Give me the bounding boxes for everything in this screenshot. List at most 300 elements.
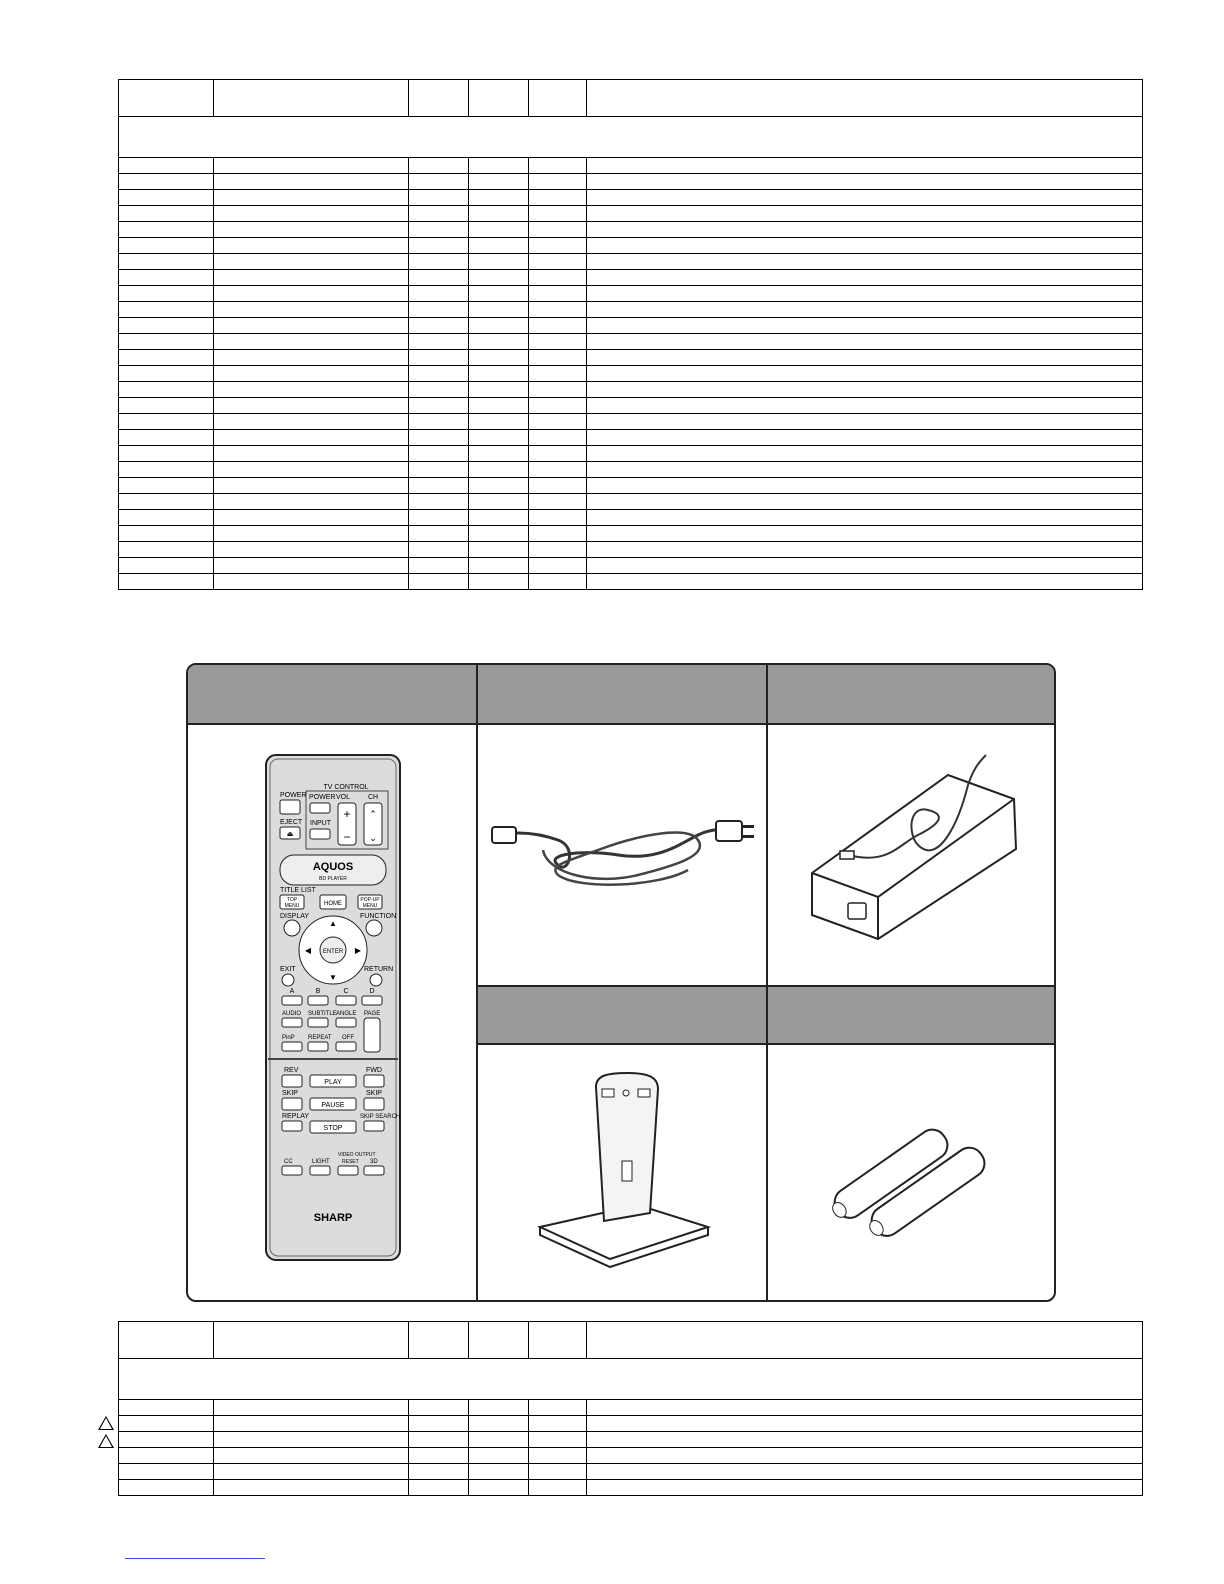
table-cell [214, 1448, 409, 1464]
table-cell [529, 222, 587, 238]
table-cell [409, 366, 469, 382]
table-cell [119, 430, 214, 446]
pause-label: PAUSE [321, 1102, 345, 1109]
col-header-description [587, 80, 1143, 117]
cc-label: CC [284, 1159, 293, 1165]
table-row [119, 542, 1143, 558]
table-cell [214, 398, 409, 414]
col-header-description [587, 1322, 1143, 1359]
3d-label: 3D [370, 1159, 378, 1165]
table-cell [529, 174, 587, 190]
table-row [119, 414, 1143, 430]
replay-label: REPLAY [282, 1113, 310, 1120]
table-cell [529, 398, 587, 414]
table-cell [214, 446, 409, 462]
pinp-button[interactable] [282, 1042, 302, 1051]
table-cell [409, 462, 469, 478]
table-cell [529, 238, 587, 254]
page-label: PAGE [364, 1011, 381, 1017]
table-row [119, 526, 1143, 542]
table-cell [469, 462, 529, 478]
table-cell [469, 1464, 529, 1480]
table-cell [214, 1416, 409, 1432]
table-cell [119, 238, 214, 254]
table-row [119, 158, 1143, 174]
light-button[interactable] [310, 1166, 330, 1175]
power-button[interactable] [280, 800, 300, 814]
table-row [119, 478, 1143, 494]
table-cell [409, 478, 469, 494]
table-cell [587, 1432, 1143, 1448]
table-cell [119, 398, 214, 414]
tv-control-label: TV CONTROL [323, 784, 369, 791]
title-list-label: TITLE LIST [280, 887, 316, 894]
table-cell [214, 334, 409, 350]
table-cell [214, 350, 409, 366]
table-row [119, 190, 1143, 206]
table-cell [119, 414, 214, 430]
table-cell [119, 286, 214, 302]
table-cell [119, 446, 214, 462]
table-cell [409, 542, 469, 558]
c-button[interactable] [336, 996, 356, 1005]
subtitle-button[interactable] [308, 1018, 328, 1027]
off-button[interactable] [336, 1042, 356, 1051]
table-cell [409, 382, 469, 398]
table-cell [119, 366, 214, 382]
table-cell [587, 542, 1143, 558]
chevron-up-icon: ⌃ [369, 809, 377, 819]
table-cell [469, 206, 529, 222]
table-cell [469, 302, 529, 318]
plus-icon: + [343, 807, 351, 821]
col-header-part-no [214, 80, 409, 117]
connector-icon [492, 827, 516, 843]
table-cell [529, 574, 587, 590]
table-cell [587, 238, 1143, 254]
table-cell [529, 494, 587, 510]
maker-logo: SHARP [313, 1212, 353, 1224]
table-cell [529, 206, 587, 222]
table-cell [529, 542, 587, 558]
table-row [119, 494, 1143, 510]
table-cell [529, 350, 587, 366]
table-row [119, 270, 1143, 286]
stand-cell [478, 1045, 766, 1300]
a-button[interactable] [282, 996, 302, 1005]
table-cell [214, 462, 409, 478]
replay-button[interactable] [282, 1121, 302, 1131]
col-header-code-3 [529, 80, 587, 117]
arrow-up-icon: ▲ [329, 919, 337, 928]
accessories-header-bar [188, 665, 1054, 725]
table-cell [469, 542, 529, 558]
table-row [119, 206, 1143, 222]
table-cell [469, 446, 529, 462]
angle-button[interactable] [336, 1018, 356, 1027]
table-row [119, 254, 1143, 270]
power-label: POWER [280, 792, 307, 799]
table-row [119, 1400, 1143, 1416]
table-cell [119, 462, 214, 478]
table-cell [587, 1448, 1143, 1464]
page-rocker[interactable] [364, 1018, 380, 1052]
skip-back-button[interactable] [282, 1098, 302, 1110]
table-cell [587, 558, 1143, 574]
ac-inlet-icon [848, 903, 866, 919]
display-button[interactable] [284, 920, 300, 936]
safety-warning-icon [98, 1416, 114, 1430]
table-row [119, 238, 1143, 254]
table-cell [587, 462, 1143, 478]
col-header-code-1 [409, 1322, 469, 1359]
table-cell [469, 1448, 529, 1464]
d-button[interactable] [362, 996, 382, 1005]
table-cell [409, 398, 469, 414]
table-cell [119, 206, 214, 222]
table-cell [409, 334, 469, 350]
table-cell [119, 1480, 214, 1496]
table-cell [587, 574, 1143, 590]
table-cell [119, 510, 214, 526]
col-header-code-2 [469, 80, 529, 117]
table-cell [409, 270, 469, 286]
table-cell [214, 1464, 409, 1480]
table-cell [409, 1416, 469, 1432]
table-cell [469, 190, 529, 206]
table-cell [529, 334, 587, 350]
table-cell [469, 270, 529, 286]
table-cell [119, 382, 214, 398]
col-header-ref [119, 80, 214, 117]
a-label: A [289, 988, 295, 995]
table-cell [529, 1432, 587, 1448]
audio-button[interactable] [282, 1018, 302, 1027]
table-cell [214, 1400, 409, 1416]
table-cell [214, 430, 409, 446]
table-cell [409, 574, 469, 590]
table-cell [409, 526, 469, 542]
table-cell [529, 254, 587, 270]
table-cell [529, 1464, 587, 1480]
table-cell [409, 318, 469, 334]
table-row [119, 334, 1143, 350]
rev-label: REV [284, 1067, 299, 1074]
table-cell [214, 558, 409, 574]
repeat-button[interactable] [308, 1042, 328, 1051]
table-row [119, 318, 1143, 334]
table-cell [587, 350, 1143, 366]
table-cell [469, 382, 529, 398]
table-row [119, 350, 1143, 366]
table-row [119, 510, 1143, 526]
table-cell [409, 222, 469, 238]
table-cell [214, 190, 409, 206]
safety-warning-icon [98, 1434, 114, 1448]
table-cell [119, 558, 214, 574]
col-header-code-1 [409, 80, 469, 117]
table-row [119, 286, 1143, 302]
table-cell [469, 254, 529, 270]
exit-label: EXIT [280, 966, 296, 973]
table-cell [587, 430, 1143, 446]
table-cell [409, 446, 469, 462]
table-cell [469, 574, 529, 590]
table-cell [469, 222, 529, 238]
popup-label-2: MENU [362, 903, 378, 909]
c-label: C [343, 988, 349, 995]
table-cell [469, 478, 529, 494]
table-cell [529, 1416, 587, 1432]
table-cell [409, 302, 469, 318]
parts-list-table-bottom [118, 1321, 1143, 1496]
display-label: DISPLAY [280, 913, 310, 920]
table-cell [587, 222, 1143, 238]
table-cell [409, 510, 469, 526]
table-cell [587, 206, 1143, 222]
function-label: FUNCTION [360, 913, 397, 920]
table-cell [214, 366, 409, 382]
exit-button[interactable] [282, 974, 294, 986]
table-row [119, 430, 1143, 446]
fwd-button[interactable] [364, 1075, 384, 1087]
table-cell [409, 1400, 469, 1416]
cc-button[interactable] [282, 1166, 302, 1175]
table-cell [469, 430, 529, 446]
d-label: D [369, 988, 375, 995]
table-row [119, 222, 1143, 238]
table-cell [587, 1464, 1143, 1480]
eject-icon: ⏏ [286, 831, 294, 838]
light-label: LIGHT [312, 1159, 330, 1165]
chevron-down-icon: ⌄ [369, 833, 377, 843]
table-cell [529, 446, 587, 462]
table-cell [409, 158, 469, 174]
reset-label: RESET [342, 1159, 359, 1165]
table-cell [119, 254, 214, 270]
table-cell [587, 190, 1143, 206]
vol-label: VOL [336, 794, 351, 801]
table-cell [409, 238, 469, 254]
table-cell [119, 270, 214, 286]
table-cell [587, 318, 1143, 334]
table-cell [529, 366, 587, 382]
table-cell [469, 1416, 529, 1432]
table-cell [119, 302, 214, 318]
ch-label: CH [368, 794, 379, 801]
table-cell [469, 366, 529, 382]
table-cell [469, 526, 529, 542]
function-button[interactable] [366, 920, 382, 936]
table-cell [529, 414, 587, 430]
table-cell [469, 158, 529, 174]
table-cell [409, 1448, 469, 1464]
table-cell [587, 446, 1143, 462]
repeat-label: REPEAT [308, 1035, 332, 1041]
table-cell [214, 238, 409, 254]
popup-label: POP-UP [360, 897, 380, 903]
table-cell [469, 558, 529, 574]
table-cell [529, 462, 587, 478]
table-cell [469, 1480, 529, 1496]
table-cell [409, 286, 469, 302]
table-cell [587, 334, 1143, 350]
arrow-left-icon: ◀ [304, 946, 312, 955]
table-cell [119, 190, 214, 206]
table-cell [587, 478, 1143, 494]
table-cell [119, 222, 214, 238]
table-cell [214, 414, 409, 430]
table-cell [119, 494, 214, 510]
table-cell [214, 222, 409, 238]
parts-list-table-top [118, 79, 1143, 590]
table-header-row [119, 80, 1143, 117]
table-cell [409, 558, 469, 574]
table-cell [469, 350, 529, 366]
table-cell [214, 510, 409, 526]
tv-power-label: POWER [309, 794, 336, 801]
table-cell [409, 1464, 469, 1480]
table-cell [119, 1464, 214, 1480]
table-cell [469, 174, 529, 190]
arrow-down-icon: ▼ [329, 973, 337, 982]
table-row [119, 446, 1143, 462]
remote-control-cell [188, 725, 476, 1300]
table-cell [587, 270, 1143, 286]
table-cell [529, 1448, 587, 1464]
table-row [119, 366, 1143, 382]
table-cell [469, 238, 529, 254]
table-cell [587, 158, 1143, 174]
angle-label: ANGLE [336, 1011, 357, 1017]
stand-image [478, 1045, 766, 1300]
table-cell [587, 526, 1143, 542]
table-cell [409, 414, 469, 430]
table-cell [119, 1400, 214, 1416]
skip-search-button[interactable] [364, 1121, 384, 1131]
fwd-label: FWD [366, 1067, 382, 1074]
top-menu-label: TOP [286, 897, 298, 903]
table-cell [587, 254, 1143, 270]
table-cell [214, 526, 409, 542]
table-cell [529, 558, 587, 574]
table-cell [214, 478, 409, 494]
table-cell [119, 1432, 214, 1448]
table-cell [214, 254, 409, 270]
plug-icon [716, 821, 742, 841]
skip-fwd-button[interactable] [364, 1098, 384, 1110]
table-cell [214, 318, 409, 334]
3d-button[interactable] [364, 1166, 384, 1175]
pinp-label: PinP [282, 1035, 295, 1041]
table-row [119, 382, 1143, 398]
table-row [119, 1416, 1143, 1432]
table-cell [119, 1416, 214, 1432]
b-button[interactable] [308, 996, 328, 1005]
table-cell [214, 286, 409, 302]
table-cell [119, 574, 214, 590]
table-cell [529, 1400, 587, 1416]
table-cell [529, 318, 587, 334]
input-button[interactable] [310, 829, 330, 839]
play-label: PLAY [324, 1079, 342, 1086]
table-cell [587, 366, 1143, 382]
table-cell [409, 206, 469, 222]
table-cell [587, 494, 1143, 510]
table-cell [214, 1432, 409, 1448]
input-label: INPUT [310, 820, 331, 827]
stop-label: STOP [323, 1125, 343, 1132]
batteries-image [768, 1045, 1054, 1300]
table-cell [529, 510, 587, 526]
table-cell [587, 398, 1143, 414]
return-button[interactable] [370, 974, 382, 986]
table-cell [529, 382, 587, 398]
table-row [119, 174, 1143, 190]
section-heading-row [119, 117, 1143, 158]
table-row [119, 1464, 1143, 1480]
table-cell [529, 302, 587, 318]
table-cell [214, 158, 409, 174]
table-cell [119, 174, 214, 190]
table-cell [587, 510, 1143, 526]
table-cell [119, 158, 214, 174]
table-cell [119, 334, 214, 350]
table-cell [214, 270, 409, 286]
eject-label: EJECT [280, 819, 303, 826]
ac-adapter-cell [768, 725, 1054, 985]
table-cell [469, 398, 529, 414]
table-row [119, 398, 1143, 414]
table-row [119, 558, 1143, 574]
table-row [119, 1432, 1143, 1448]
table-cell [214, 494, 409, 510]
table-cell [214, 574, 409, 590]
ac-cord-image [478, 725, 766, 985]
table-cell [529, 190, 587, 206]
table-row [119, 574, 1143, 590]
col-header-part-no [214, 1322, 409, 1359]
subtitle-label: SUBTITLE [308, 1011, 337, 1017]
rev-button[interactable] [282, 1075, 302, 1087]
skip-back-label: SKIP [282, 1090, 298, 1097]
table-cell [529, 478, 587, 494]
table-cell [529, 286, 587, 302]
ac-cord-cell [478, 725, 766, 985]
table-cell [214, 542, 409, 558]
table-row [119, 1448, 1143, 1464]
table-cell [119, 478, 214, 494]
minus-icon: − [343, 830, 351, 844]
table-cell [409, 350, 469, 366]
table-cell [469, 318, 529, 334]
accessories-panel [186, 663, 1056, 1302]
remote-control-image [188, 725, 476, 1300]
table-cell [214, 1480, 409, 1496]
table-cell [469, 510, 529, 526]
off-label: OFF [342, 1035, 354, 1041]
table-row [119, 462, 1143, 478]
table-cell [409, 494, 469, 510]
table-cell [409, 190, 469, 206]
table-cell [409, 430, 469, 446]
tv-power-button[interactable] [310, 803, 330, 813]
table-cell [469, 1400, 529, 1416]
video-output-reset-button[interactable] [338, 1166, 358, 1175]
table-row [119, 1480, 1143, 1496]
table-cell [587, 1400, 1143, 1416]
table-cell [587, 1480, 1143, 1496]
